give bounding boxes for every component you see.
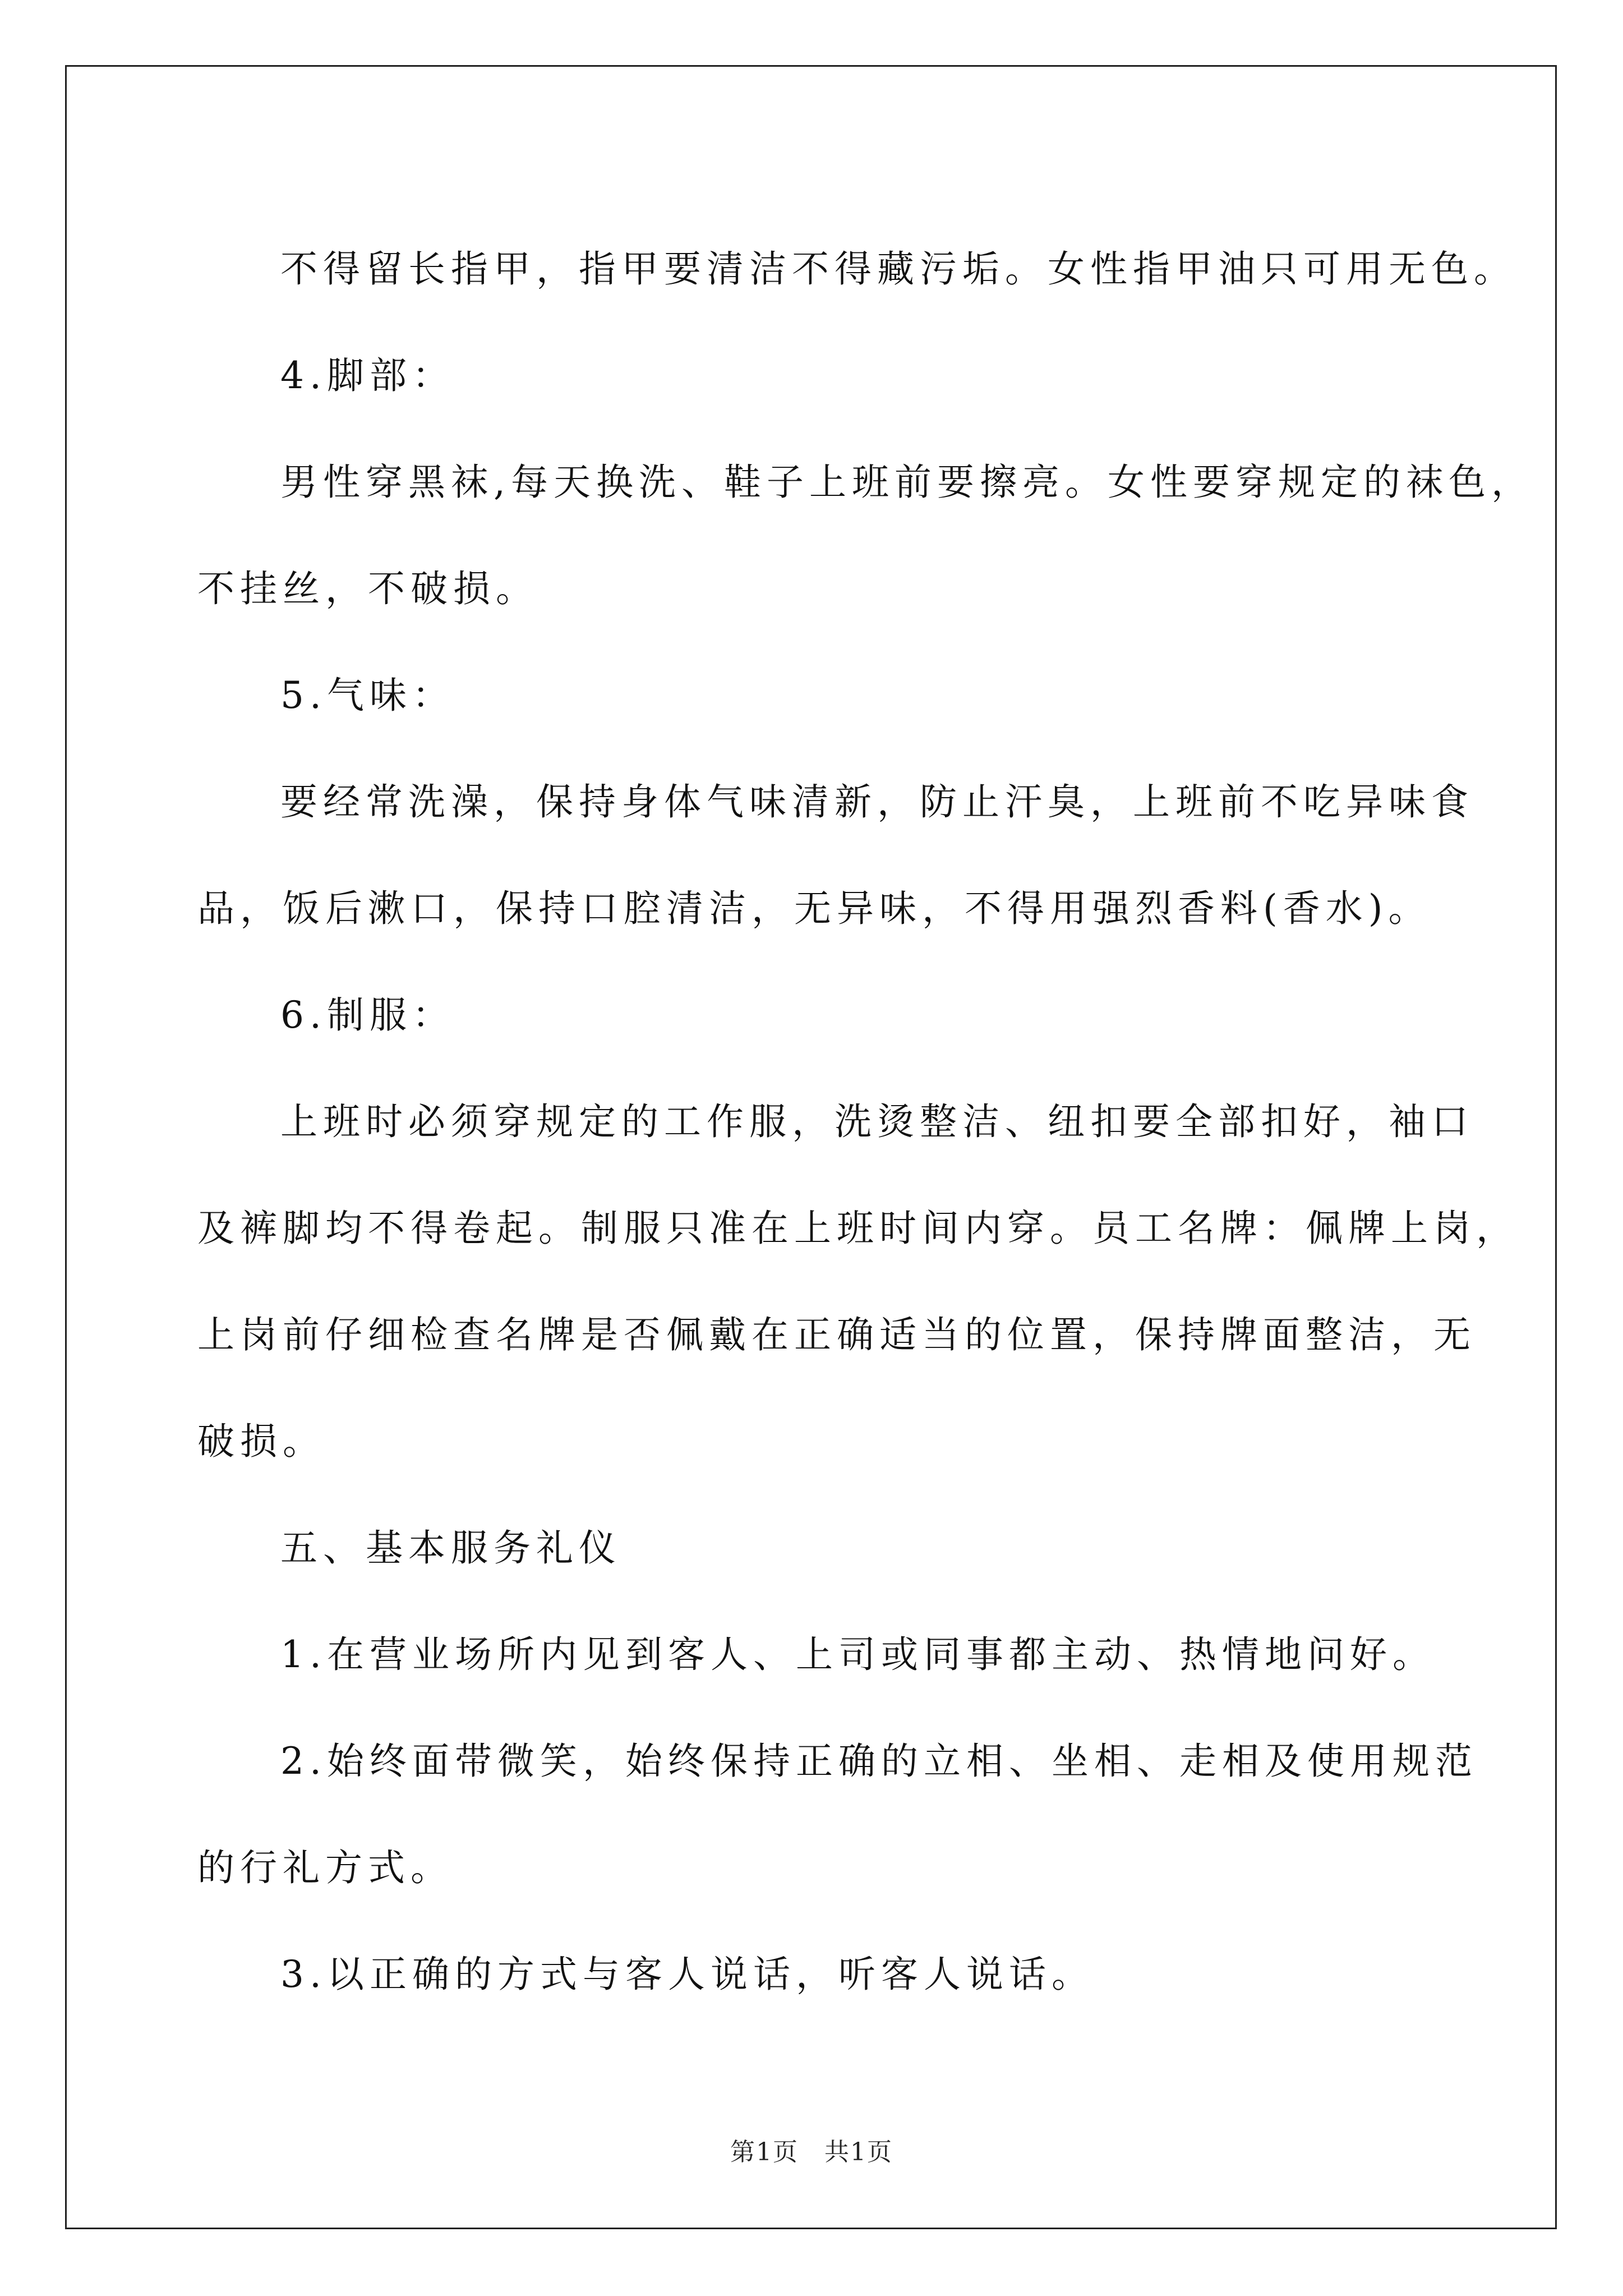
text-line: 2.始终面带微笑，始终保持正确的立相、坐相、走相及使用规范 [280,1740,1478,1783]
heading-uniform [197,962,1442,1069]
heading-odor [197,642,1442,749]
section-heading-service-etiquette [197,1495,1442,1602]
text-line: 五、基本服务礼仪 [280,1526,621,1570]
paragraph-uniform [197,1069,1519,1495]
item-speaking [197,1921,1442,2028]
text-line: 1.在营业场所内见到客人、上司或同事都主动、热情地问好。 [280,1633,1435,1676]
item-smile [197,1708,1478,1921]
paragraph-nails [197,216,1516,323]
text-line: 不挂丝，不破损。 [197,567,538,610]
text-line: 不得留长指甲，指甲要清洁不得藏污垢。女性指甲油只可用无色。 [280,247,1516,291]
heading-feet [197,323,1442,429]
text-line: 男性穿黑袜,每天换洗、鞋子上班前要擦亮。女性要穿规定的袜色， [280,461,1534,504]
text-line: 5.气味： [280,674,455,717]
text-line: 要经常洗澡，保持身体气味清新，防止汗臭，上班前不吃异味食 [280,780,1474,823]
text-line: 3.以正确的方式与客人说话，听客人说话。 [280,1953,1094,1996]
text-line: 及裤脚均不得卷起。制服只准在上班时间内穿。员工名牌：佩牌上岗， [197,1207,1519,1250]
paragraph-odor [197,749,1474,962]
page-footer: 第1页 共1页 [730,2138,893,2166]
paragraph-feet [197,429,1534,642]
text-line: 品，饭后漱口，保持口腔清洁，无异味，不得用强烈香料(香水)。 [197,887,1431,930]
text-line: 上岗前仔细检查名牌是否佩戴在正确适当的位置，保持牌面整洁，无 [197,1313,1476,1356]
item-greeting [197,1602,1442,1708]
text-line: 上班时必须穿规定的工作服，洗烫整洁、纽扣要全部扣好，袖口 [280,1100,1474,1143]
text-line: 的行礼方式。 [197,1846,453,1889]
text-line: 破损。 [197,1420,325,1463]
document-body [197,216,1534,2028]
text-line: 4.脚部： [280,354,455,397]
text-line: 6.制服： [280,993,455,1037]
